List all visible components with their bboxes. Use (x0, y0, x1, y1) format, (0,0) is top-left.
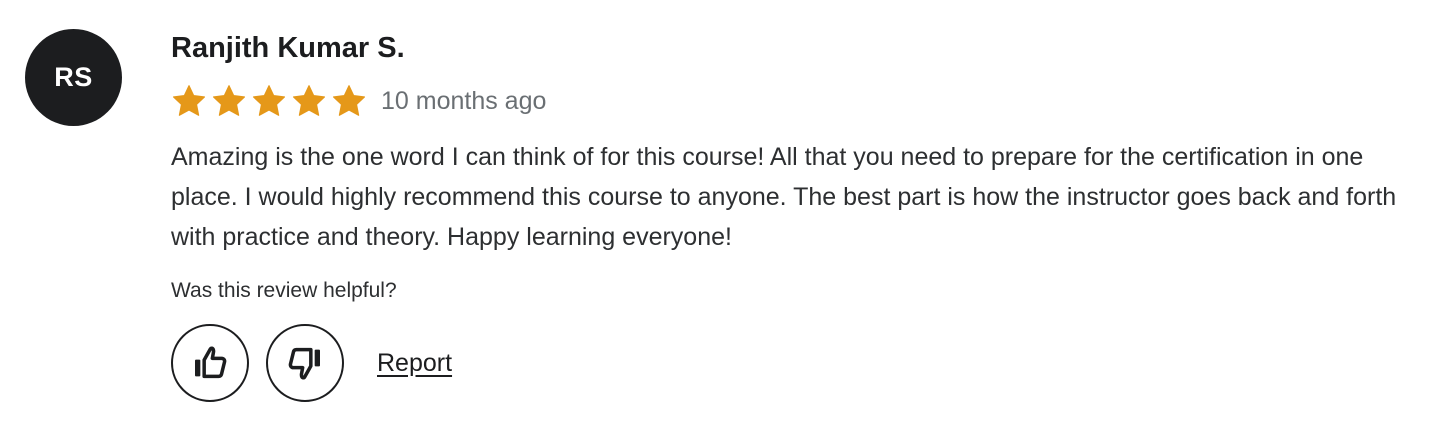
thumbs-down-icon (285, 343, 325, 383)
review-actions (171, 324, 1421, 402)
thumbs-up-icon (190, 343, 230, 383)
star-icon (291, 83, 327, 119)
avatar-initials: RS (54, 62, 93, 92)
star-icon (331, 83, 367, 119)
thumbs-up-button[interactable] (171, 324, 249, 402)
review-text: Amazing is the one word I can think of for this course! All that you need to prepare for the certification in one place. I would highly recommend this course to anyone. The best part is how the instructor goes back and forth with practice and theory. Happy learning everyone! (171, 143, 1397, 251)
star-rating (171, 83, 367, 119)
report-link[interactable]: Report (377, 348, 453, 377)
star-icon (211, 83, 247, 119)
reviewer-name: Ranjith Kumar S. (171, 32, 405, 64)
avatar (25, 29, 122, 126)
star-icon (251, 83, 287, 119)
rating-row (171, 83, 1421, 119)
review-timestamp: 10 months ago (381, 86, 547, 115)
helpful-prompt: Was this review helpful? (171, 279, 397, 302)
thumbs-down-button[interactable] (266, 324, 344, 402)
star-icon (171, 83, 207, 119)
review-content (171, 30, 1421, 402)
